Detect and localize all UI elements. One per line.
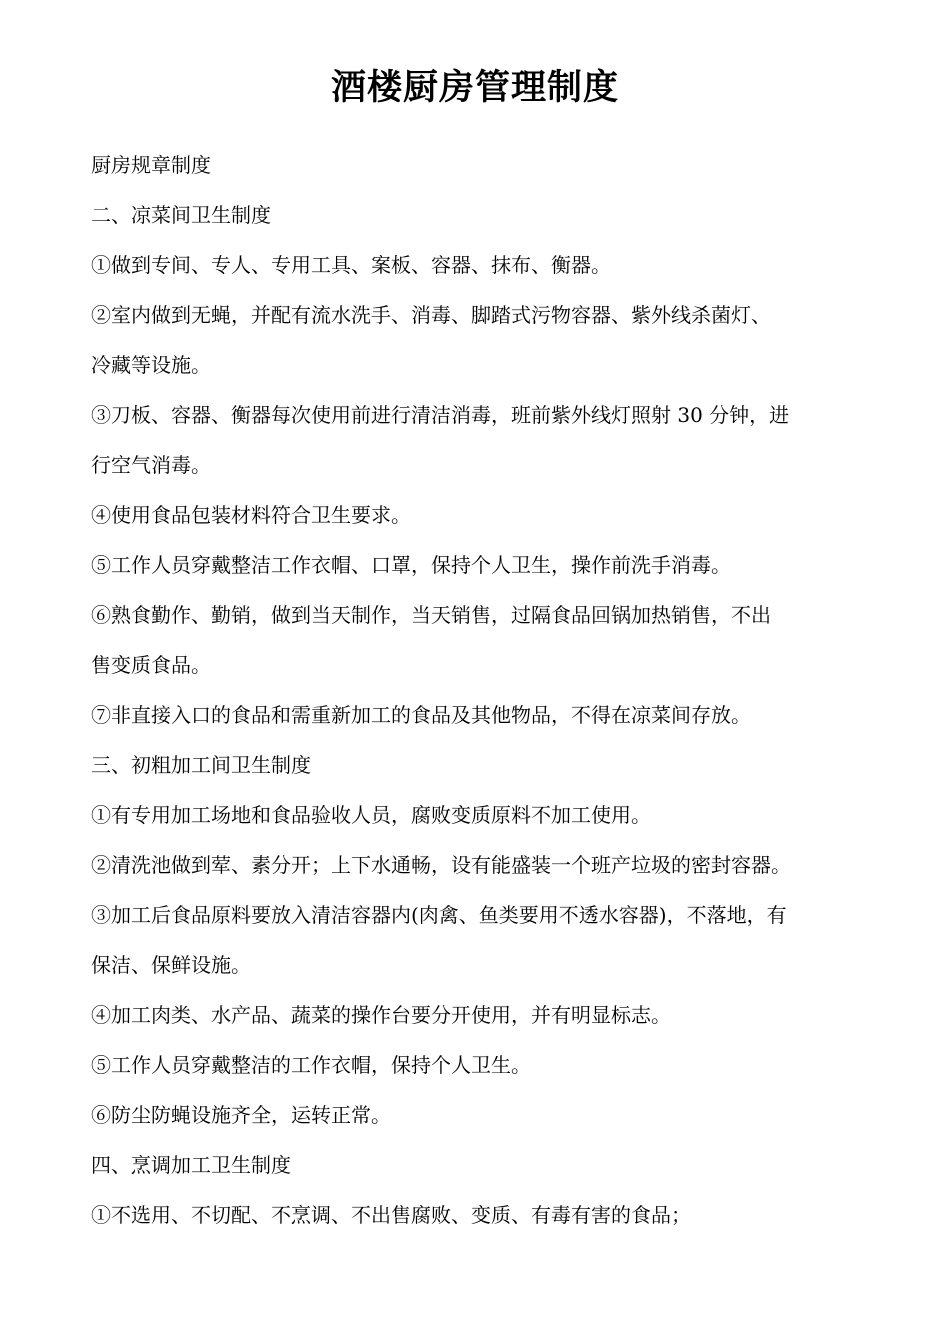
section-heading-rough-processing: 三、初粗加工间卫生制度 [91,753,311,777]
paragraph-line: 保洁、保鲜设施。 [91,953,251,977]
paragraph-line: ⑤工作人员穿戴整洁工作衣帽、口罩，保持个人卫生，操作前洗手消毒。 [91,553,731,577]
paragraph-line: ③加工后食品原料要放入清洁容器内(肉禽、鱼类要用不透水容器)，不落地，有 [91,903,787,927]
paragraph-line: ①做到专间、专人、专用工具、案板、容器、抹布、衡器。 [91,253,611,277]
paragraph-line: ②清洗池做到荤、素分开；上下水通畅，设有能盛装一个班产垃圾的密封容器。 [91,853,791,877]
section-heading-kitchen-rules: 厨房规章制度 [91,153,211,177]
paragraph-line: ⑤工作人员穿戴整洁的工作衣帽，保持个人卫生。 [91,1053,531,1077]
paragraph-line: ⑥防尘防蝇设施齐全，运转正常。 [91,1103,391,1127]
paragraph-line: ③刀板、容器、衡器每次使用前进行清洁消毒，班前紫外线灯照射 30 分钟，进 [91,403,790,427]
paragraph-line: ②室内做到无蝇，并配有流水洗手、消毒、脚踏式污物容器、紫外线杀菌灯、 [91,303,771,327]
paragraph-line: ④加工肉类、水产品、蔬菜的操作台要分开使用，并有明显标志。 [91,1003,671,1027]
section-heading-cold-dish-room: 二、凉菜间卫生制度 [91,203,271,227]
paragraph-line: ⑥熟食勤作、勤销，做到当天制作，当天销售，过隔食品回锅加热销售，不出 [91,603,771,627]
document-body [91,140,866,1240]
paragraph-line: 行空气消毒。 [91,453,211,477]
paragraph-line: ①不选用、不切配、不烹调、不出售腐败、变质、有毒有害的食品； [91,1203,691,1227]
paragraph-line: ⑦非直接入口的食品和需重新加工的食品及其他物品，不得在凉菜间存放。 [91,703,751,727]
section-heading-cooking-processing: 四、烹调加工卫生制度 [91,1153,291,1177]
document-title: 酒楼厨房管理制度 [330,67,619,108]
paragraph-line: 冷藏等设施。 [91,353,211,377]
paragraph-line: ①有专用加工场地和食品验收人员，腐败变质原料不加工使用。 [91,803,651,827]
paragraph-line: 售变质食品。 [91,653,211,677]
paragraph-line: ④使用食品包装材料符合卫生要求。 [91,503,411,527]
